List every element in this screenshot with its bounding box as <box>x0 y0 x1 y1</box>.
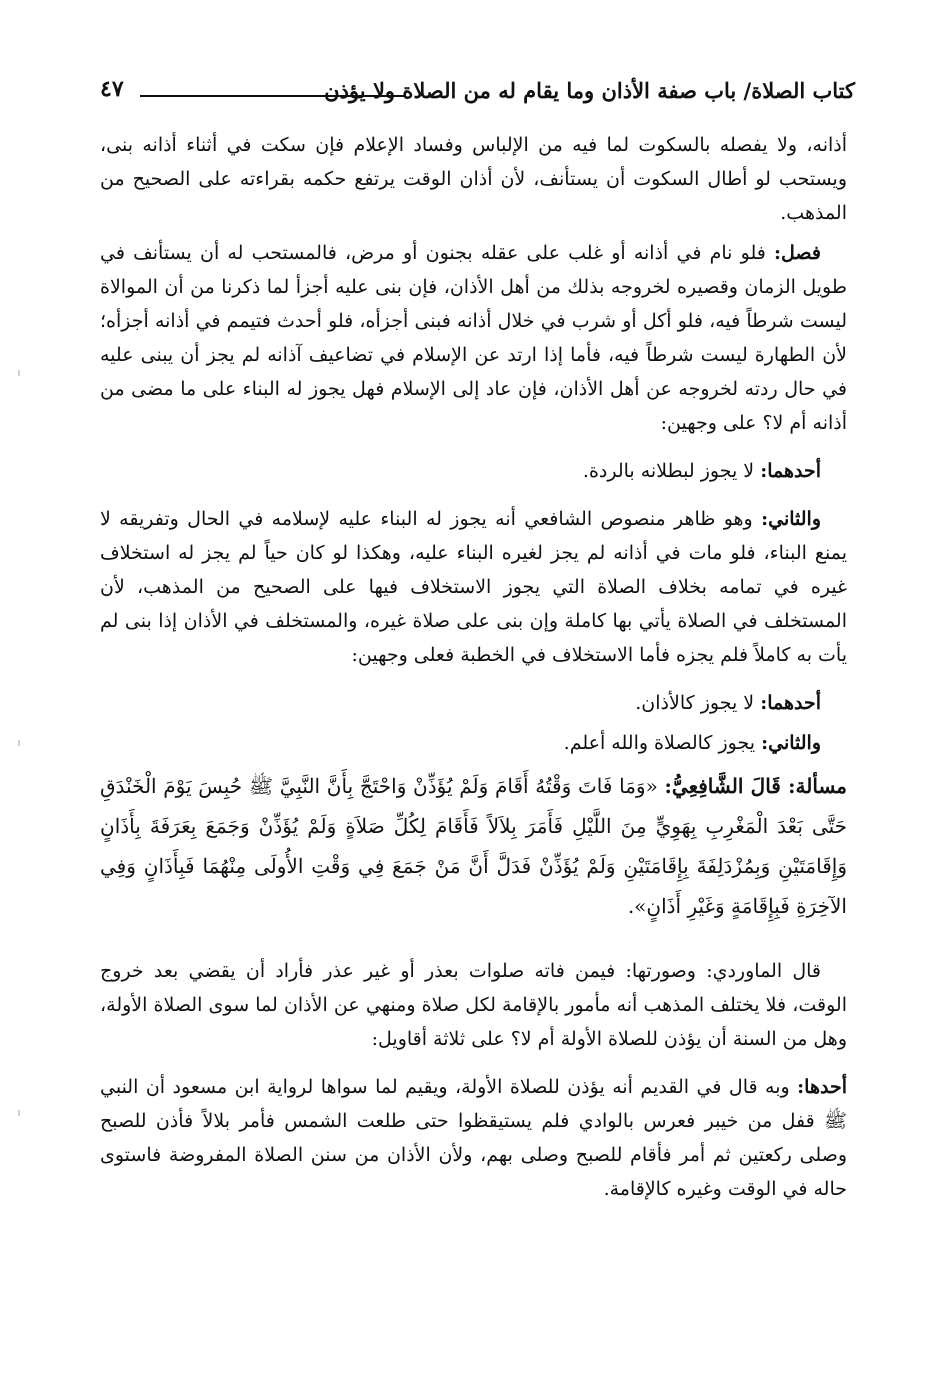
paragraph-text: قال الماوردي: وصورتها: فيمن فاته صلوات بعذر أو غير عذر فأراد أن يقضي بعد خروج الوقت، فلا يختلف المذهب أنه مأمور بالإقامة لكل صلاة ومنهي عن الأذان لما سوى الصلاة الأولة، وهل من السنة أن يؤذن للصلاة الأولة أم لا؟ على ثلاثة أقاويل: <box>100 960 847 1050</box>
paragraph <box>100 236 847 440</box>
running-header-title: كتاب الصلاة/ باب صفة الأذان وما يقام له من الصلاة ولا يؤذن <box>324 78 855 103</box>
paragraph <box>100 726 847 760</box>
paragraph-text: يجوز كالصلاة والله أعلم. <box>563 732 756 754</box>
paragraph <box>100 1070 847 1206</box>
masala-quote <box>100 766 847 926</box>
paragraph <box>100 686 847 720</box>
paragraph-text: وبه قال في القديم أنه يؤذن للصلاة الأولة، ويقيم لما سواها لرواية ابن مسعود أن النبي ﷺ قفل من خيبر فعرس بالوادي فلم يستيقظوا حتى طلعت الشمس فأمر بلالاً فأذن للصبح وصلى ركعتين ثم أمر فأقام للصبح وصلى بهم، ولأن الأذان من سنن الصلاة المفروضة فاستوى حاله في الوقت وغيره كالإقامة. <box>100 1076 847 1200</box>
paragraph-lead: والثاني: <box>761 732 821 754</box>
paragraph-lead: أحدها: <box>797 1076 847 1098</box>
scan-mark <box>18 1110 20 1116</box>
paragraph-text: لا يجوز لبطلانه بالردة. <box>582 460 755 482</box>
paragraph-lead: أحدهما: <box>760 692 821 714</box>
paragraph <box>100 128 847 230</box>
paragraph-text: أذانه، ولا يفصله بالسكوت لما فيه من الإلباس وفساد الإعلام فإن سكت في أثناء أذانه بنى، ويستحب لو أطال السكوت أن يستأنف، لأن أذان الوقت يرتفع حكمه بقراءته على الصحيح من المذهب. <box>100 134 847 224</box>
paragraph-lead: والثاني: <box>761 508 821 530</box>
scan-mark <box>18 740 20 746</box>
paragraph-text: لا يجوز كالأذان. <box>635 692 755 714</box>
scan-mark <box>18 370 20 376</box>
section-heading: فصل: <box>774 242 821 264</box>
paragraph <box>100 954 847 1056</box>
paragraph <box>100 454 847 488</box>
page-number: ٤٧ <box>100 76 124 102</box>
paragraph-text: وهو ظاهر منصوص الشافعي أنه يجوز له البناء عليه لإسلامه في الحال وتفريقه لا يمنع البناء، فلو مات في أذانه لم يجز لغيره البناء عليه، وهكذا لو كان حياً لم يجز له استخلاف غيره في تمامه بخلاف الصلاة التي يجوز الاستخلاف فيها على الصحيح من المذهب، لأن المستخلف في الصلاة يأتي بها كاملة وإن بنى على صلاة غيره، والمستخلف في الأذان إذا بنى لم يأت به كاملاً فلم يجزه فأما الاستخلاف في الخطبة فعلى وجهين: <box>100 508 847 666</box>
masala-heading: مسألة: قَالَ الشَّافِعِيُّ: <box>664 774 848 798</box>
paragraph-text: فلو نام في أذانه أو غلب على عقله بجنون أو مرض، فالمستحب له أن يستأنف في طويل الزمان وقصيره لخروجه بذلك من أهل الأذان، فإن بنى عليه أجزأ لما ذكرنا من أن الموالاة ليست شرطاً فيه، فلو أكل أو شرب في خلال أذانه فبنى أجزأه، فلو أحدث فتيمم في أذانه أجزأه؛ لأن الطهارة ليست شرطاً فيه، فأما إذا ارتد عن الإسلام في تضاعيف آذانه لم يجز أن يبنى عليه في حال ردته لخروجه عن أهل الأذان، فإن عاد إلى الإسلام فهل يجوز له البناء على ما مضى من أذانه أم لا؟ على وجهين: <box>100 242 847 434</box>
quoted-text: «وَمَا فَاتَ وَقْتُهُ أَقَامَ وَلَمْ يُؤَذِّنْ وَاحْتَجَّ بِأَنَّ النَّبِيَّ ﷺ حُبِسَ يَوْمَ الْخَنْدَقِ حَتَّى بَعْدَ الْمَغْرِبِ بِهَوِيٍّ مِنَ اللَّيْلِ فَأَمَرَ بِلاَلاً فَأَقَامَ لِكُلِّ صَلاَةٍ وَلَمْ يُؤَذِّنْ وَجَمَعَ بِعَرَفَةَ بِأَذَانٍ وَإِقَامَتَيْنِ وَبِمُزْدَلِفَةَ بِإِقَامَتَيْنِ وَلَمْ يُؤَذِّنْ فَدَلَّ أَنَّ مَنْ جَمَعَ فِي وَقْتِ الأُولَى مِنْهُمَا فَبِأَذَانٍ وَفِي الآخِرَةِ فَبِإِقَامَةٍ وَغَيْرِ أَذَانٍ». <box>100 774 847 918</box>
paragraph <box>100 502 847 672</box>
header-rule <box>140 95 405 97</box>
page-body <box>100 128 847 1220</box>
running-header <box>100 70 855 110</box>
paragraph-lead: أحدهما: <box>760 460 821 482</box>
